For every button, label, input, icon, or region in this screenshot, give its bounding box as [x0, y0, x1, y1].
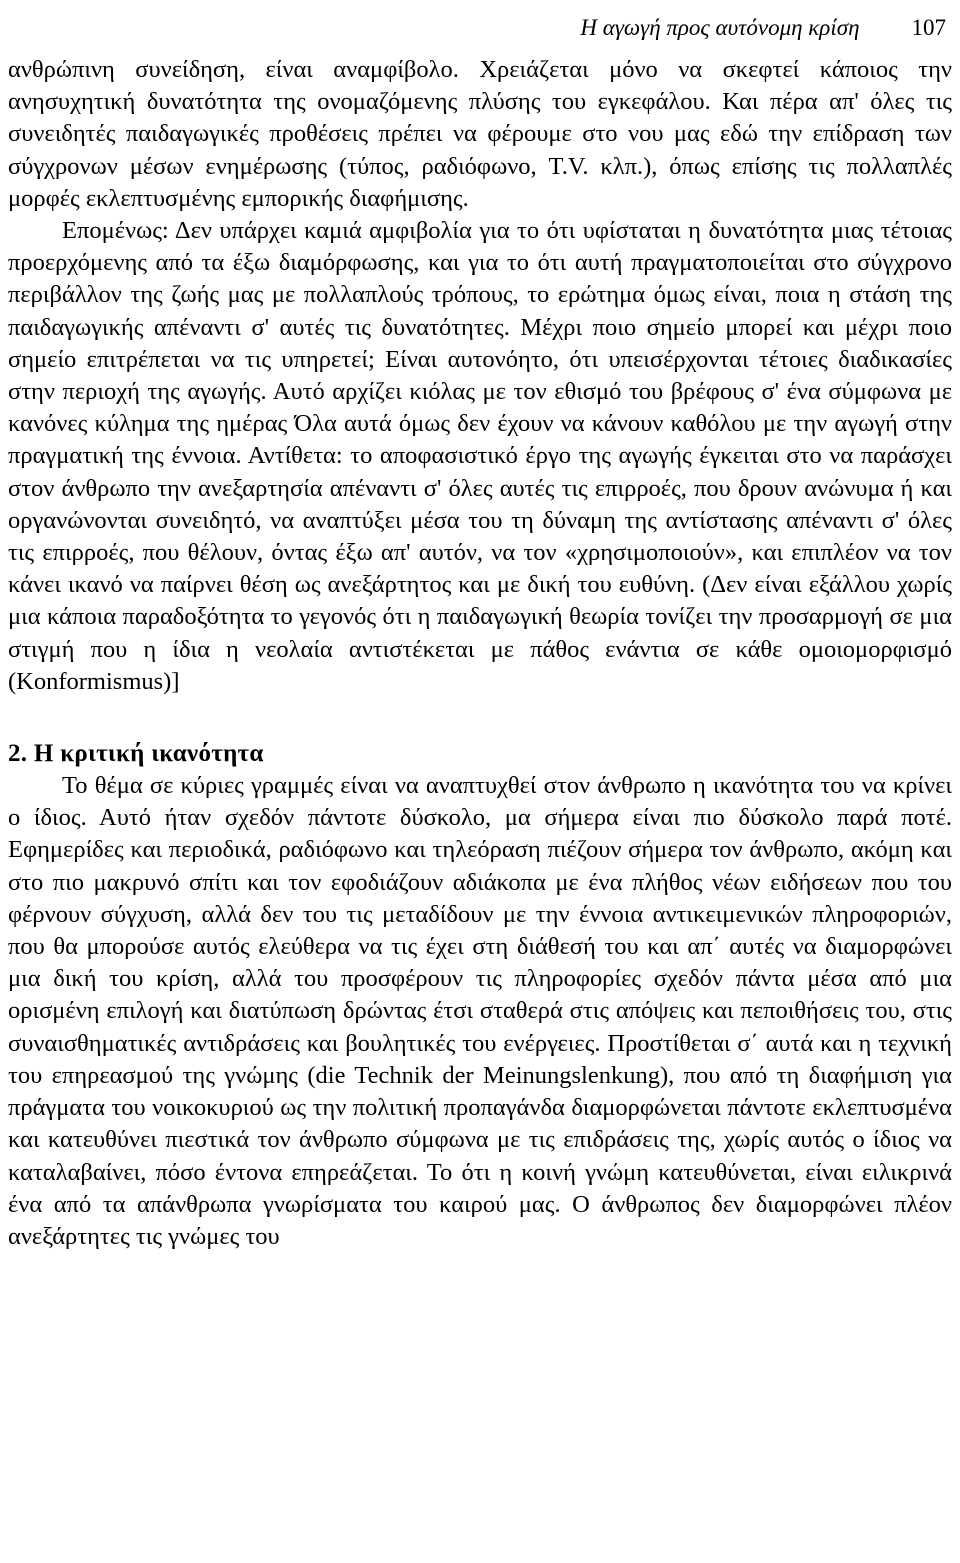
- paragraph: Επομένως: Δεν υπάρχει καμιά αμφιβολία για το ότι υφίσταται η δυνατότητα μιας τέτοιας προερχόμενης από τα έξω διαμόρφωσης, και για το ότι αυτή πραγματοποιείται στο σύγχρονο περιβάλλον της ζωής μας με πολλαπλούς τρόπους, το ερώτημα όμως είναι, ποια η στάση της παιδαγωγικής απέναντι σ' αυτές τις δυνατότητες. Μέχρι ποιο σημείο μπορεί και μέχρι ποιο σημείο επιτρέπεται να τις υπηρετεί; Είναι αυτονόητο, ότι υπεισέρχονται τέτοιες διαδικασίες στην περιοχή της αγωγής. Αυτό αρχίζει κιόλας με τον εθισμό του βρέφους σ' ένα σύμφωνα με κανόνες κύλημα της ημέρας Όλα αυτά όμως δεν έχουν να κάνουν καθόλου με την αγωγή στην πραγματική της έννοια. Αντίθετα: το αποφασιστικό έργο της αγωγής έγκειται στο να παράσχει στον άνθρωπο την ανεξαρτησία απέναντι σ' όλες αυτές τις επιρροές, που δρουν ανώνυμα ή και οργανώνονται συνειδητό, να αναπτύξει μέσα του τη δύναμη της αντίστασης απέναντι σ' όλες τις επιρροές, που θέλουν, όντας έξω απ' αυτόν, να τον «χρησιμοποιούν», και επιπλέον να τον κάνει ικανό να παίρνει θέση ως ανεξάρτητος και με δική του ευθύνη. (Δεν είναι εξάλλου χωρίς μια κάποια παραδοξότητα το γεγονός ότι η παιδαγωγική θεωρία τονίζει την προσαρμογή σε μια στιγμή που η ίδια η νεολαία αντιστέκεται με πάθος ενάντια σε κάθε ομοιομορφισμό (Konformismus)]: [8, 217, 952, 695]
- paragraph-continued: ανθρώπινη συνείδηση, είναι αναμφίβολο. Χρειάζεται μόνο να σκεφτεί κάποιος την ανησυχητική δυνατότητα της ονομαζόμενης πλύσης του εγκεφάλου. Και πέρα απ' όλες τις συνειδητές παιδαγωγικές προθέσεις πρέπει να φέρουμε στο νου μας εδώ την επίδραση των σύγχρονων μέσων ενημέρωσης (τύπος, ραδιόφωνο, T.V. κλπ.), όπως επίσης τις πολλαπλές μορφές εκλεπτυσμένης εμπορικής διαφήμισης.: [8, 56, 952, 212]
- section-heading: 2. Η κριτική ικανότητα: [8, 740, 264, 768]
- body-text: [8, 54, 952, 1253]
- section-paragraph: Το θέμα σε κύριες γραμμές είναι να αναπτυχθεί στον άνθρωπο η ικανότητα του να κρίνει ο ίδιος. Αυτό ήταν σχεδόν πάντοτε δύσκολο, μα σήμερα είναι πιο δύσκολο παρά ποτέ. Εφημερίδες και περιοδικά, ραδιόφωνο και τηλεόραση πιέζουν σήμερα τον άνθρωπο, ακόμη και στο πιο μακρυνό σπίτι και τον εφοδιάζουν αδιάκοπα με ένα πλήθος νέων ειδήσεων που του φέρνουν σύγχυση, αλλά δεν του τις μεταδίδουν με την έννοια αντικειμενικών πληροφοριών, που θα μπορούσε αυτός ελεύθερα να τις έχει στη διάθεσή του και απ΄ αυτές να διαμορφώνει μια δική του κρίση, αλλά του προσφέρουν τις πληροφορίες σχεδόν πάντα μέσα από μια ορισμένη επιλογή και διατύπωση δρώντας έτσι σταθερά στις απόψεις και πεποιθήσεις του, στις συναισθηματικές αντιδράσεις και βουλητικές του ενέργειες. Προστίθεται σ΄ αυτά και η τεχνική του επηρεασμού της γνώμης (die Technik der Meinungslenkung), που από τη διαφήμιση για πράγματα του νοικοκυριού ως την πολιτική προπαγάνδα διαμορφώνεται πάντοτε εκλεπτυσμένα και κατευθύνει πιεστικά τον άνθρωπο σύμφωνα με τις επιδράσεις της, χωρίς αυτός ο ίδιος να καταλαβαίνει, πόσο έντονα επηρεάζεται. Το ότι η κοινή γνώμη κατευθύνεται, είναι ειλικρινά ένα από τα απάνθρωπα γνωρίσματα του καιρού μας. Ο άνθρωπος δεν διαμορφώνει πλέον ανεξάρτητες τις γνώμες του: [8, 772, 952, 1250]
- document-page: [8, 0, 952, 1253]
- running-header: [8, 0, 952, 44]
- running-title: Η αγωγή προς αυτόνομη κρίση: [580, 15, 860, 40]
- page-number: 107: [911, 15, 946, 40]
